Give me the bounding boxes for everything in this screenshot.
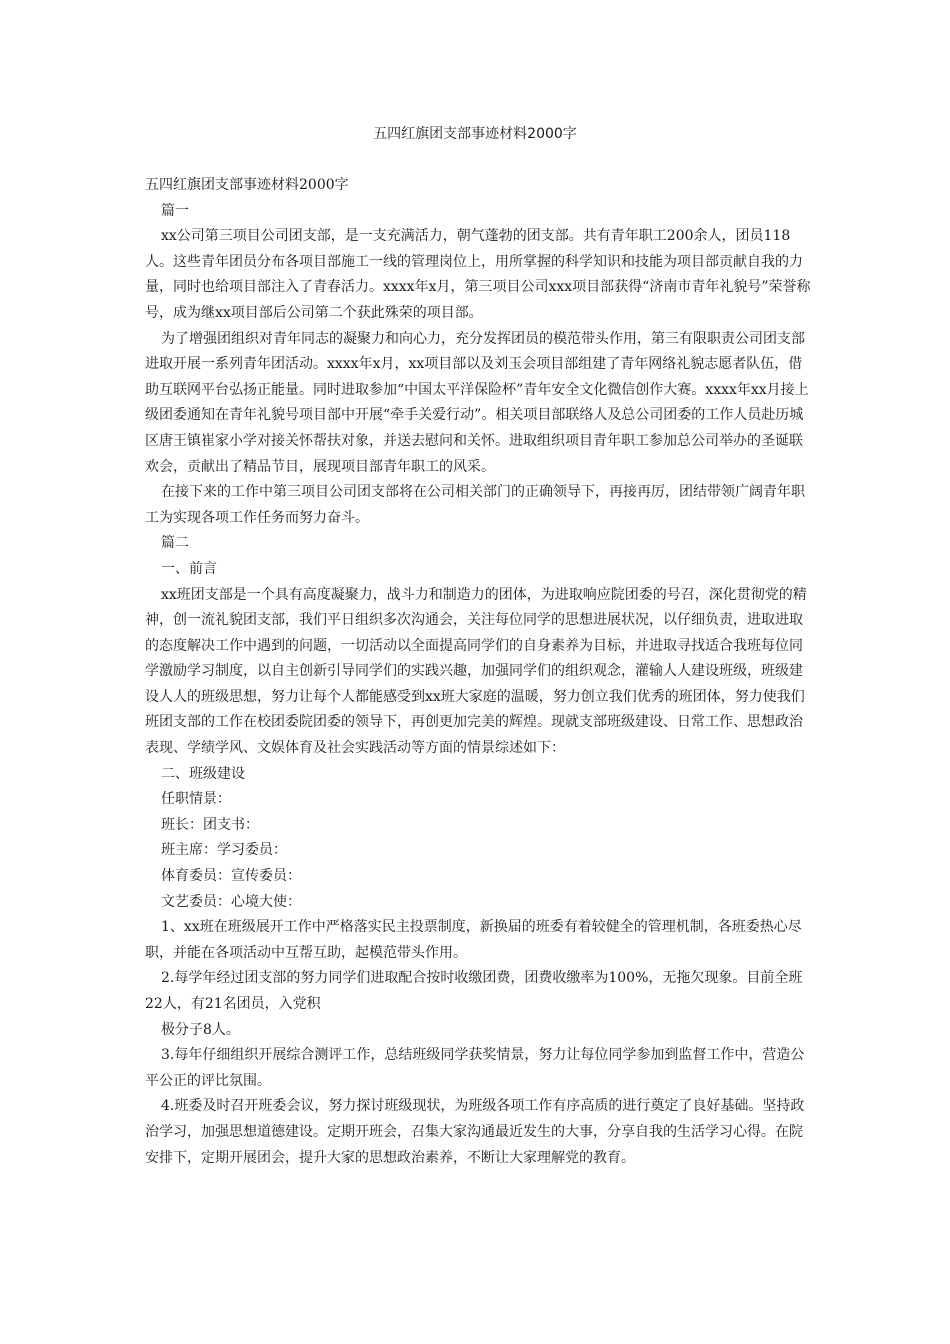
body-paragraph: 2.每学年经过团支部的努力同学们进取配合按时收缴团费，团费收缴率为100%，无拖欠现象。目前全班22人，有21名团员，入党积 [145, 970, 803, 1012]
body-paragraph: 体育委员：宣传委员： [161, 868, 301, 885]
body-paragraph: 为了增强团组织对青年同志的凝聚力和向心力，充分发挥团员的模范带头作用，第三有限职责公司团支部进取开展一系列青年团活动。xxxx年x月，xx项目部以及刘玉会项目部组建了青年网络礼貌志愿者队伍，借助互联网平台弘扬正能量。同时进取参加“中国太平洋保险杯”青年安全文化微信创作大赛。xxxx年xx月接上级团委通知在青年礼貌号项目部中开展“牵手关爱行动”。相关项目部联络人及总公司团委的工作人员赴历城区唐王镇崔家小学对接关怀帮扶对象，并送去慰问和关怀。进取组织项目青年职工参加总公司举办的圣诞联欢会，贡献出了精品节目，展现项目部青年职工的风采。 [145, 330, 809, 475]
body-paragraph: 篇一 [161, 202, 189, 219]
document-title: 五四红旗团支部事迹材料2000字 [373, 126, 577, 142]
body-paragraph: 篇二 [161, 535, 189, 552]
body-paragraph: 文艺委员：心境大使： [161, 893, 301, 910]
body-paragraph: 任职情景： [161, 791, 231, 808]
body-paragraph: 班长：团支书： [161, 816, 259, 833]
body-paragraph: 3.每年仔细组织开展综合测评工作，总结班级同学获奖情景，努力让每位同学参加到监督工作中，营造公平公正的评比氛围。 [145, 1047, 805, 1089]
body-paragraph: 1、xx班在班级展开工作中严格落实民主投票制度，新换届的班委有着较健全的管理机制，各班委热心尽职，并能在各项活动中互帮互助，起模范带头作用。 [145, 919, 802, 961]
body-paragraph: 五四红旗团支部事迹材料2000字 [145, 177, 349, 193]
body-paragraph: xx公司第三项目公司团支部，是一支充满活力，朝气蓬勃的团支部。共有青年职工200余人，团员118人。这些青年团员分布各项目部施工一线的管理岗位上，用所掌握的科学知识和技能为项目部贡献自我的力量，同时也给项目部注入了青春活力。xxxx年x月，第三项目公司xxx项目部获得“济南市青年礼貌号”荣誉称号，成为继xx项目部后公司第二个获此殊荣的项目部。 [145, 228, 811, 321]
body-paragraph: 二、班级建设 [161, 765, 245, 782]
body-paragraph: 一、前言 [161, 560, 217, 577]
body-paragraph: 在接下来的工作中第三项目公司团支部将在公司相关部门的正确领导下，再接再厉，团结带领广阔青年职工为实现各项工作任务而努力奋斗。 [145, 484, 805, 526]
body-paragraph: xx班团支部是一个具有高度凝聚力，战斗力和制造力的团体，为进取响应院团委的号召，深化贯彻党的精神，创一流礼貌团支部，我们平日组织多次沟通会，关注每位同学的思想进展状况，以仔细负责，进取进取的态度解决工作中遇到的问题，一切活动以全面提高同学们的自身素养为目标，并进取寻找适合我班每位同学激励学习制度，以自主创新引导同学们的实践兴趣，加强同学们的组织观念，灌输人人建设班级，班级建设人人的班级思想，努力让每个人都能感受到xx班大家庭的温暖，努力创立我们优秀的班团体，努力使我们班团支部的工作在校团委院团委的领导下，再创更加完美的辉煌。现就支部班级建设、日常工作、思想政治表现、学绩学风、文娱体育及社会实践活动等方面的情景综述如下： [145, 586, 807, 757]
body-paragraph: 极分子8人。 [161, 1021, 240, 1038]
body-paragraph: 4.班委及时召开班委会议，努力探讨班级现状，为班级各项工作有序高质的进行奠定了良好基础。坚持政治学习，加强思想道德建设。定期开班会，召集大家沟通最近发生的大事，分享自我的生活学习心得。在院安排下，定期开展团会，提升大家的思想政治素养，不断让大家理解党的教育。 [145, 1098, 805, 1166]
document-body [145, 173, 815, 1171]
body-paragraph: 班主席：学习委员： [161, 842, 287, 859]
